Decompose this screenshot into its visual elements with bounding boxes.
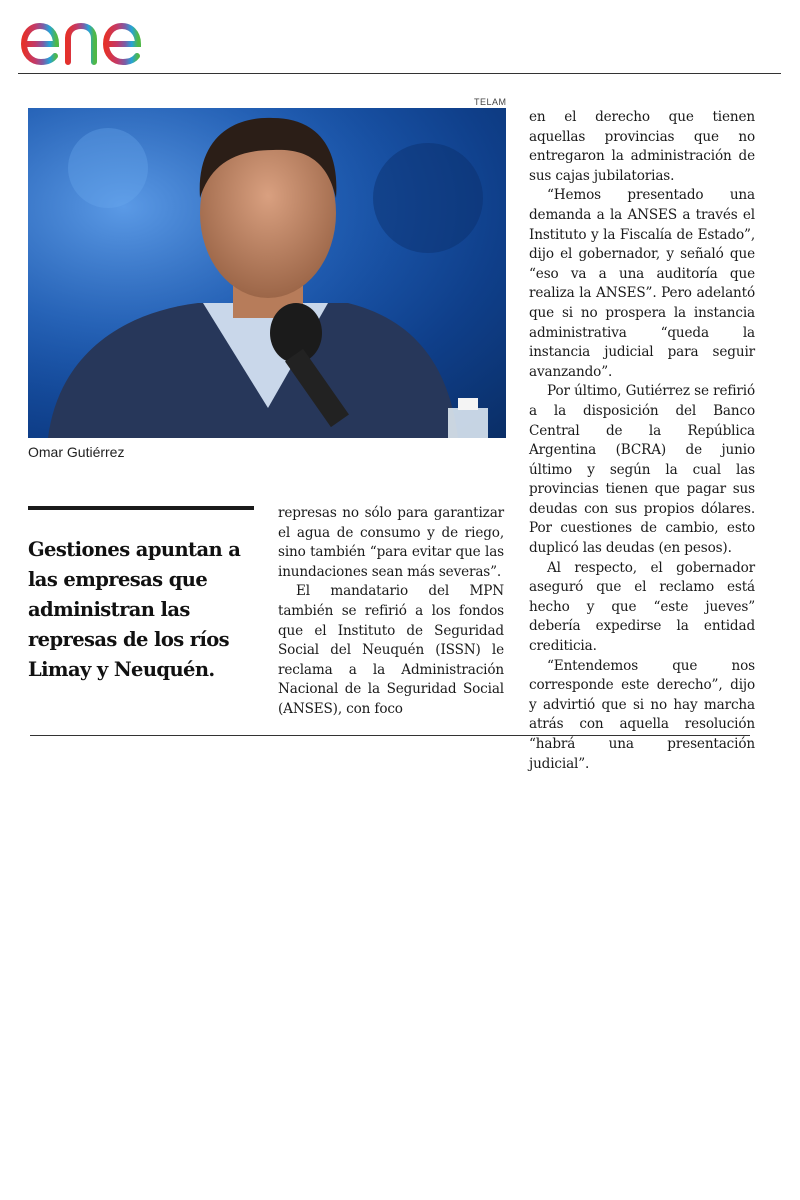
article-column-2	[529, 108, 755, 774]
paragraph: “Hemos presentado una demanda a la ANSES a través el Instituto y la Fiscalía de Estado”, dijo el gobernador, y señaló que “eso va a una auditoría que realiza la ANSES”. Pero adelantó que si no prospera la instancia administrativa “queda la instancia judicial para seguir avanzando”.	[529, 187, 755, 380]
enel-logo	[18, 4, 180, 68]
photo-credit: TELAM	[474, 97, 507, 107]
paragraph: represas no sólo para garantizar el agua de consumo y de riego, sino también “para evitar que las inundaciones sean más severas”.	[278, 505, 504, 580]
photo-caption: Omar Gutiérrez	[28, 444, 125, 460]
header-rule	[18, 73, 781, 74]
pull-quote-rule	[28, 506, 254, 510]
portrait-illustration	[28, 108, 506, 438]
article-photo	[28, 108, 506, 438]
paragraph: en el derecho que tienen aquellas provincias que no entregaron la administración de sus cajas jubilatorias.	[529, 109, 755, 184]
paragraph: Por último, Gutiérrez se refirió a la disposición del Banco Central de la República Argentina (BCRA) de junio último y según la cual las provincias tienen que pagar sus deudas con sus propios dólares. Por cuestiones de cambio, esto duplicó las deudas (en pesos).	[529, 383, 755, 557]
article-column-1	[278, 504, 504, 720]
paragraph: Al respecto, el gobernador aseguró que el reclamo está hecho y que “este jueves” debería expedirse la entidad crediticia.	[529, 559, 755, 655]
pull-quote: Gestiones apuntan a las empresas que administran las represas de los ríos Limay y Neuquén.	[28, 538, 241, 681]
logo-text: enel	[18, 4, 21, 5]
footer-rule	[30, 735, 750, 736]
paragraph: El mandatario del MPN también se refirió a los fondos que el Instituto de Seguridad Social del Neuquén (ISSN) le reclama a la Administración Nacional de la Seguridad Social (ANSES), con foco	[278, 583, 504, 717]
paragraph: “Entendemos que nos corresponde este derecho”, dijo y advirtió que si no hay marcha atrás con aquella resolución “habrá una presentación judicial”.	[529, 657, 755, 772]
